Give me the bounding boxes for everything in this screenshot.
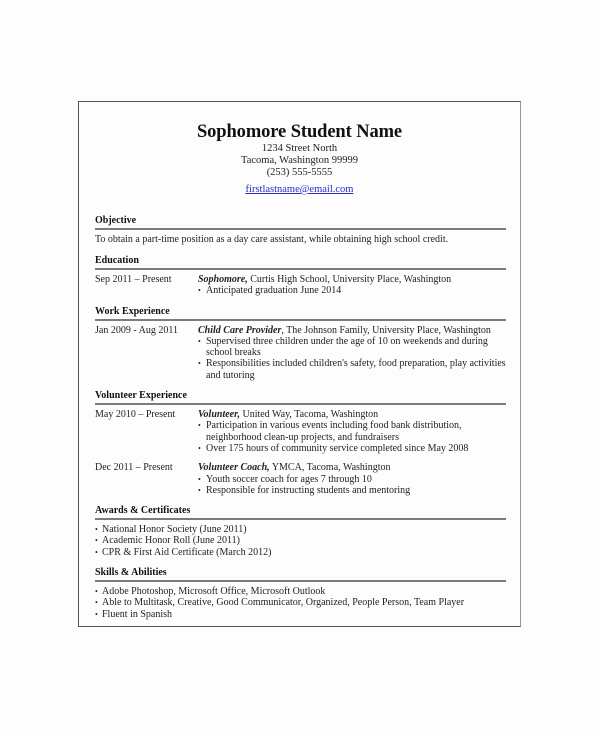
phone-number: (253) 555-5555: [266, 167, 333, 178]
bullet-item: • Responsibilities included children's safety, food preparation, play activities and tutoring: [198, 358, 506, 381]
entry-date: Sep 2011 – Present: [95, 274, 172, 285]
section-heading-volunteer: Volunteer Experience: [95, 389, 506, 405]
bullet-item: • Over 175 hours of community service completed since May 2008: [198, 443, 506, 454]
address-line-2: Tacoma, Washington 99999: [241, 155, 358, 166]
entry-date: Dec 2011 – Present: [95, 462, 173, 474]
entry-detail: Curtis High School, University Place, Washington: [247, 274, 452, 285]
resume-body: [95, 214, 506, 628]
entry-bullets: [198, 420, 506, 454]
bullet-item: • Anticipated graduation June 2014: [198, 285, 506, 296]
bullet-item: • Responsible for instructing students and mentoring: [198, 485, 506, 496]
skills-section: [95, 566, 506, 620]
objective-section: [95, 214, 506, 246]
entry-body: [198, 462, 506, 496]
student-name: Sophomore Student Name: [196, 122, 403, 142]
volunteer-experience-section: [95, 389, 506, 496]
awards-list: [95, 524, 506, 558]
education-entry: [95, 274, 506, 297]
award-item: • CPR & First Aid Certificate (March 2012): [95, 547, 506, 558]
section-heading-skills: Skills & Abilities: [95, 566, 506, 582]
resume-header: [79, 102, 520, 197]
bullet-item: • Participation in various events including food bank distribution, neighborhood clean-up projects, and fundraisers: [198, 420, 506, 443]
skill-item: • Adobe Photoshop, Microsoft Office, Microsoft Outlook: [95, 586, 506, 597]
email-link[interactable]: firstlastname@email.com: [245, 184, 354, 195]
entry-body: [198, 409, 506, 454]
section-heading-awards: Awards & Certificates: [95, 504, 506, 520]
skill-item: • Fluent in Spanish: [95, 609, 506, 620]
entry-body: [198, 274, 506, 297]
entry-role: Child Care Provider: [198, 324, 282, 336]
bullet-item: • Supervised three children under the age of 10 on weekends and during school breaks: [198, 336, 506, 359]
entry-role: Volunteer,: [198, 409, 240, 421]
award-item: • National Honor Society (June 2011): [95, 524, 506, 535]
entry-bullets: [198, 474, 506, 497]
skills-list: [95, 586, 506, 620]
volunteer-entry: [95, 409, 506, 454]
award-item: • Academic Honor Roll (June 2011): [95, 535, 506, 546]
entry-bullets: [198, 285, 506, 296]
entry-detail: , The Johnson Family, University Place, Washington: [281, 324, 491, 336]
objective-text: To obtain a part-time position as a day care assistant, while obtaining high school credit.: [95, 234, 449, 245]
bullet-item: • Youth soccer coach for ages 7 through 10: [198, 474, 506, 485]
skill-item: • Able to Multitask, Creative, Good Communicator, Organized, People Person, Team Player: [95, 597, 506, 608]
entry-detail: United Way, Tacoma, Washington: [239, 409, 379, 421]
address-line-1: 1234 Street North: [261, 143, 338, 154]
section-heading-objective: Objective: [95, 214, 506, 230]
education-section: [95, 254, 506, 297]
entry-detail: YMCA, Tacoma, Washington: [269, 462, 391, 474]
volunteer-entry: [95, 462, 506, 496]
entry-date: Jan 2009 - Aug 2011: [95, 324, 178, 336]
awards-section: [95, 504, 506, 558]
entry-body: [198, 325, 506, 381]
work-entry: [95, 325, 506, 381]
entry-date: May 2010 – Present: [95, 409, 176, 421]
work-experience-section: [95, 305, 506, 381]
section-heading-work: Work Experience: [95, 305, 506, 321]
entry-role: Volunteer Coach,: [198, 462, 270, 474]
section-heading-education: Education: [95, 254, 506, 270]
entry-bullets: [198, 336, 506, 381]
entry-role: Sophomore,: [198, 274, 248, 285]
resume-page: [78, 101, 521, 627]
